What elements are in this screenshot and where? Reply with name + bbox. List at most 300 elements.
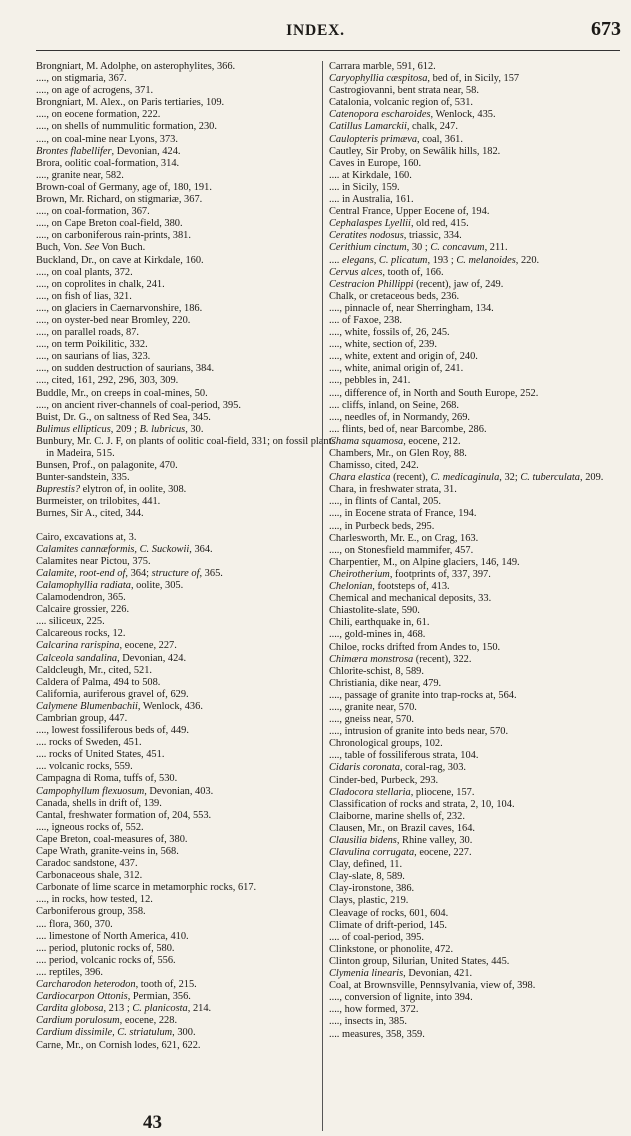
- entry-text: Buddle, Mr., on creeps in coal-mines, 50.: [36, 387, 208, 399]
- index-entry: [329, 279, 627, 291]
- index-entry: [36, 121, 336, 133]
- index-entry: [36, 761, 336, 773]
- entry-text: .... in Australia, 161.: [329, 194, 414, 206]
- entry-text: (recent), jaw of, 249.: [413, 278, 504, 290]
- entry-text: , Wenlock, 435.: [430, 109, 496, 121]
- entry-text: , triassic, 334.: [403, 230, 462, 242]
- index-entry: [36, 906, 336, 918]
- index-entry: [329, 170, 627, 182]
- index-entry: [329, 412, 627, 424]
- index-entry: [329, 811, 627, 823]
- entry-text: ...., on coal-formation, 367.: [36, 206, 150, 218]
- entry-text: ...., cited, 161, 292, 296, 303, 309.: [36, 375, 179, 387]
- index-entry: [329, 738, 627, 750]
- entry-text: ...., igneous rocks of, 552.: [36, 821, 144, 833]
- index-entry: [329, 654, 627, 666]
- entry-italic-text: Clymenia linearis: [329, 968, 404, 980]
- entry-text: Cairo, excavations at, 3.: [36, 531, 137, 543]
- entry-text: , chalk, 247.: [406, 121, 458, 133]
- entry-text: Cambrian group, 447.: [36, 712, 128, 724]
- entry-italic-text: Catenopora escharoides: [329, 109, 431, 121]
- entry-text: .... limestone of North America, 410.: [36, 930, 189, 942]
- entry-text: ...., insects in, 385.: [329, 1016, 407, 1028]
- entry-text: Chiastolite-slate, 590.: [329, 605, 420, 617]
- index-entry: [329, 1029, 627, 1041]
- index-entry: [329, 762, 627, 774]
- index-entry: [36, 73, 336, 85]
- entry-text: .... of coal-period, 395.: [329, 931, 424, 943]
- entry-text: ...., on Cape Breton coal-field, 380.: [36, 218, 183, 230]
- index-entry: [36, 1027, 336, 1039]
- index-entry: [36, 616, 336, 628]
- index-entry: [36, 508, 336, 520]
- entry-italic-text: Catillus Lamarckii: [329, 121, 407, 133]
- index-entry: [36, 1015, 336, 1027]
- entry-text: Clay, defined, 11.: [329, 859, 403, 871]
- entry-text: Calamodendron, 365.: [36, 592, 126, 604]
- entry-italic-text: Chara elastica: [329, 472, 391, 484]
- index-entry: [329, 424, 627, 436]
- entry-text: Cape Breton, coal-measures of, 380.: [36, 833, 188, 845]
- index-entry: [329, 97, 627, 109]
- index-entry: [329, 363, 627, 375]
- entry-text: , Devonian, 424.: [111, 145, 181, 157]
- entry-italic-text: Cardium dissimile, C. striatulum: [36, 1027, 173, 1039]
- entry-text: , 32;: [499, 472, 521, 484]
- index-entry: [36, 363, 336, 375]
- entry-text: ...., on fish of lias, 321.: [36, 290, 132, 302]
- entry-italic-text: Cidaris coronata: [329, 762, 400, 774]
- index-entry: [329, 702, 627, 714]
- index-entry: [329, 85, 627, 97]
- index-entry: [36, 568, 336, 580]
- index-entry: [36, 677, 336, 689]
- entry-italic-text: C. planicosta: [132, 1003, 188, 1015]
- index-entry: [36, 834, 336, 846]
- index-entry: [329, 666, 627, 678]
- index-entry: [329, 823, 627, 835]
- index-entry: [36, 798, 336, 810]
- entry-text: .... flora, 360, 370.: [36, 918, 113, 930]
- index-entry: [36, 279, 336, 291]
- entry-text: , Permian, 356.: [127, 991, 191, 1003]
- index-entry: [329, 436, 627, 448]
- index-entry: [36, 255, 336, 267]
- index-entry: [329, 182, 627, 194]
- index-entry: [329, 1016, 627, 1028]
- entry-italic-text: Brontes flabellifer: [36, 145, 112, 157]
- entry-text: Climate of drift-period, 145.: [329, 919, 448, 931]
- entry-text: , 193 ;: [427, 254, 457, 266]
- index-entry: [329, 472, 627, 484]
- entry-italic-text: Campophyllum flexuosum: [36, 785, 145, 797]
- entry-text: Charlesworth, Mr. E., on Crag, 163.: [329, 532, 479, 544]
- entry-text: Canada, shells in drift of, 139.: [36, 797, 162, 809]
- entry-italic-text: Carcharodon heterodon: [36, 979, 136, 991]
- index-entry: [329, 944, 627, 956]
- entry-text: Chamisso, cited, 242.: [329, 460, 419, 472]
- index-entry: [329, 533, 627, 545]
- index-entry: [36, 592, 336, 604]
- entry-text: ...., on coal-mine near Lyons, 373.: [36, 133, 178, 145]
- index-entry: [36, 931, 336, 943]
- entry-text: , eocene, 227.: [414, 847, 472, 859]
- entry-text: .... siliceux, 225.: [36, 616, 105, 628]
- index-entry: [329, 255, 627, 267]
- entry-text: , tooth of, 166.: [382, 266, 444, 278]
- index-entry: [329, 883, 627, 895]
- entry-text: elytron of, in oolite, 308.: [80, 484, 187, 496]
- entry-text: Cantal, freshwater formation of, 204, 553.: [36, 809, 212, 821]
- entry-text: .... in Sicily, 159.: [329, 181, 400, 193]
- entry-text: Brown-coal of Germany, age of, 180, 191.: [36, 181, 212, 193]
- entry-text: ...., gneiss near, 570.: [329, 714, 415, 726]
- index-entry: [329, 557, 627, 569]
- index-entry: [329, 629, 627, 641]
- index-entry: [329, 787, 627, 799]
- index-entry: [36, 327, 336, 339]
- index-entry: [36, 424, 336, 436]
- index-entry: [329, 956, 627, 968]
- entry-text: ...., on Stonesfield mammifer, 457.: [329, 544, 474, 556]
- entry-text: , 30 ;: [406, 242, 431, 254]
- index-entry: [329, 992, 627, 1004]
- entry-text: Bunbury, Mr. C. J. F, on plants of oolitic coal-field, 331; on fossil plants in Madeira, 515.: [36, 435, 336, 459]
- entry-text: ...., on parallel roads, 87.: [36, 327, 140, 339]
- entry-text: ...., granite near, 582.: [36, 169, 124, 181]
- index-entry: [329, 895, 627, 907]
- index-entry: [329, 484, 627, 496]
- entry-text: Brora, oolitic coal-formation, 314.: [36, 157, 180, 169]
- entry-text: Carboniferous group, 358.: [36, 906, 146, 918]
- index-entry: [329, 242, 627, 254]
- entry-text: Coal, at Brownsville, Pennsylvania, view of, 398.: [329, 980, 536, 992]
- entry-italic-text: Calamites cannæformis, C. Suckowii: [36, 543, 190, 555]
- entry-text: , 364;: [125, 567, 152, 579]
- entry-text: , 209.: [580, 472, 604, 484]
- index-entry: [36, 665, 336, 677]
- entry-italic-text: Cardita globosa: [36, 1003, 104, 1015]
- entry-text: Chemical and mechanical deposits, 33.: [329, 593, 492, 605]
- entry-text: ...., white, section of, 239.: [329, 339, 437, 351]
- index-entry: [36, 640, 336, 652]
- entry-text: ...., on coprolites in chalk, 241.: [36, 278, 165, 290]
- index-entry: [329, 642, 627, 654]
- index-entry: [36, 943, 336, 955]
- entry-text: ...., in rocks, how tested, 12.: [36, 894, 153, 906]
- entry-text: Buch, Von.: [36, 242, 85, 254]
- entry-text: Brongniart, M. Alex., on Paris tertiaries, 109.: [36, 97, 225, 109]
- entry-italic-text: Cheirotherium: [329, 568, 390, 580]
- index-entry: [36, 170, 336, 182]
- entry-text: ...., pinnacle of, near Sherringham, 134.: [329, 302, 494, 314]
- index-entry: [329, 375, 627, 387]
- entry-italic-text: elegans, C. plicatum: [342, 254, 428, 266]
- index-entry: [36, 653, 336, 665]
- entry-italic-text: Chelonian: [329, 581, 373, 593]
- entry-text: ...., white, fossils of, 26, 245.: [329, 327, 450, 339]
- entry-text: Caradoc sandstone, 437.: [36, 858, 138, 870]
- index-entry: [329, 569, 627, 581]
- index-entry: [36, 532, 336, 544]
- entry-text: Claiborne, marine shells of, 232.: [329, 810, 465, 822]
- entry-text: , oolite, 305.: [130, 579, 184, 591]
- index-entry: [36, 194, 336, 206]
- entry-text: Charpentier, M., on Alpine glaciers, 146, 149.: [329, 556, 520, 568]
- entry-italic-text: Calcarina rarispina: [36, 640, 120, 652]
- entry-text: .... flints, bed of, near Barcombe, 286.: [329, 423, 487, 435]
- entry-text: , footprints of, 337, 397.: [389, 568, 491, 580]
- column-divider: [322, 61, 323, 1131]
- entry-text: Buist, Dr. G., on saltness of Red Sea, 345.: [36, 411, 211, 423]
- index-entry: [329, 968, 627, 980]
- entry-italic-text: Chimæra monstrosa: [329, 653, 414, 665]
- index-entry: [36, 773, 336, 785]
- entry-text: , 300.: [172, 1027, 196, 1039]
- index-entry: [329, 678, 627, 690]
- index-entry: [36, 580, 336, 592]
- entry-text: ...., intrusion of granite into beds near, 570.: [329, 726, 509, 738]
- index-entry: [36, 919, 336, 931]
- entry-text: (recent),: [390, 472, 431, 484]
- entry-italic-text: structure of: [151, 567, 200, 579]
- index-entry: [36, 894, 336, 906]
- entry-text: ...., white, animal origin of, 241.: [329, 363, 464, 375]
- entry-italic-text: Cervus alces: [329, 266, 383, 278]
- entry-text: Chara, in freshwater strata, 31.: [329, 484, 457, 496]
- index-entry: [329, 775, 627, 787]
- index-entry: [36, 134, 336, 146]
- entry-text: , eocene, 227.: [119, 640, 177, 652]
- entry-text: , 364.: [189, 543, 213, 555]
- entry-text: Chlorite-schist, 8, 589.: [329, 665, 424, 677]
- entry-text: , tooth of, 215.: [135, 979, 197, 991]
- entry-text: , 214.: [187, 1003, 212, 1015]
- index-entry: [329, 617, 627, 629]
- entry-text: Calcaire grossier, 226.: [36, 604, 130, 616]
- entry-text: (recent), 322.: [413, 653, 472, 665]
- index-entry: [36, 991, 336, 1003]
- running-title: INDEX.: [286, 22, 345, 39]
- index-entry: [36, 882, 336, 894]
- entry-text: ...., in Purbeck beds, 295.: [329, 520, 435, 532]
- index-entry: [329, 799, 627, 811]
- entry-italic-text: C. tuberculata: [520, 472, 580, 484]
- index-entry: [36, 689, 336, 701]
- index-entry: [36, 846, 336, 858]
- entry-text: , 220.: [515, 254, 540, 266]
- entry-text: .... of Faxoe, 238.: [329, 314, 403, 326]
- index-entry: [36, 749, 336, 761]
- entry-italic-text: Calceola sandalina: [36, 652, 118, 664]
- index-entry: [329, 835, 627, 847]
- entry-text: Bunter-sandstein, 335.: [36, 472, 130, 484]
- entry-text: , old red, 415.: [410, 218, 469, 230]
- index-entry: [329, 496, 627, 508]
- index-entry: [36, 85, 336, 97]
- entry-text: ...., on stigmaria, 367.: [36, 73, 127, 85]
- index-entry: [329, 158, 627, 170]
- entry-text: , coal, 361.: [417, 133, 463, 145]
- index-entry: [329, 134, 627, 146]
- index-entry: [36, 786, 336, 798]
- index-entry: [36, 109, 336, 121]
- entry-text: , coral-rag, 303.: [399, 762, 466, 774]
- entry-text: Clausen, Mr., on Brazil caves, 164.: [329, 822, 476, 834]
- index-entry: [329, 690, 627, 702]
- entry-italic-text: C. melanoides: [456, 254, 516, 266]
- index-entry: [329, 908, 627, 920]
- entry-text: Clinkstone, or phonolite, 472.: [329, 943, 454, 955]
- entry-text: Carbonaceous shale, 312.: [36, 870, 143, 882]
- entry-text: ...., difference of, in North and South Europe, 252.: [329, 387, 539, 399]
- index-entry: [36, 291, 336, 303]
- entry-text: ...., on ancient river-channels of coal-period, 395.: [36, 399, 241, 411]
- index-entry: [329, 448, 627, 460]
- index-entry: [36, 158, 336, 170]
- entry-text: Chronological groups, 102.: [329, 738, 443, 750]
- entry-text: , Devonian, 424.: [117, 652, 187, 664]
- entry-italic-text: C. concavum: [430, 242, 485, 254]
- index-entry: [36, 460, 336, 472]
- index-entry: [36, 412, 336, 424]
- index-entry: [329, 714, 627, 726]
- index-entry: [36, 955, 336, 967]
- entry-text: Chiloe, rocks drifted from Andes to, 150.: [329, 641, 501, 653]
- index-entry: [36, 388, 336, 400]
- index-entry: [329, 750, 627, 762]
- index-entry: [36, 1003, 336, 1015]
- entry-text: Campagna di Roma, tuffs of, 530.: [36, 773, 178, 785]
- index-entry: [36, 858, 336, 870]
- index-entry: [36, 375, 336, 387]
- index-entry: [329, 593, 627, 605]
- entry-italic-text: Calamite, root-end of: [36, 567, 126, 579]
- index-entry: [329, 351, 627, 363]
- index-entry: [36, 979, 336, 991]
- page-number: 673: [591, 18, 621, 40]
- index-entry: [36, 242, 336, 254]
- index-entry: [36, 484, 336, 496]
- index-entry: [36, 496, 336, 508]
- entry-text: Von Buch.: [99, 242, 146, 254]
- index-entry: [329, 545, 627, 557]
- entry-italic-text: Cephalaspes Lyellii: [329, 218, 411, 230]
- entry-text: , 365.: [199, 567, 223, 579]
- entry-text: .... rocks of Sweden, 451.: [36, 737, 142, 749]
- index-entry: [329, 859, 627, 871]
- entry-text: , bed of, in Sicily, 157: [427, 73, 520, 85]
- index-entry: [329, 1004, 627, 1016]
- entry-text: Clinton group, Silurian, United States, 445.: [329, 955, 510, 967]
- entry-text: ....: [329, 254, 342, 266]
- index-entry: [36, 303, 336, 315]
- entry-italic-text: Buprestis?: [36, 484, 81, 496]
- entry-text: ...., conversion of lignite, into 394.: [329, 992, 473, 1004]
- entry-text: , Devonian, 421.: [403, 968, 473, 980]
- index-entry: [329, 400, 627, 412]
- index-entry: [329, 291, 627, 303]
- index-entry: [36, 556, 336, 568]
- index-entry: [329, 121, 627, 133]
- index-entry: [36, 701, 336, 713]
- entry-text: .... reptiles, 396.: [36, 966, 103, 978]
- entry-text: ...., on coal plants, 372.: [36, 266, 133, 278]
- entry-text: ...., needles of, in Normandy, 269.: [329, 411, 471, 423]
- entry-text: , 209 ;: [110, 423, 140, 435]
- entry-text: ...., in flints of Cantal, 205.: [329, 496, 441, 508]
- entry-text: Burnes, Sir A., cited, 344.: [36, 508, 144, 520]
- entry-text: ...., on carboniferous rain-prints, 381.: [36, 230, 191, 242]
- entry-text: Cinder-bed, Purbeck, 293.: [329, 774, 439, 786]
- entry-text: , eocene, 212.: [403, 435, 461, 447]
- entry-italic-text: Ceratites nodosus: [329, 230, 404, 242]
- entry-italic-text: Chama squamosa: [329, 435, 404, 447]
- index-entry: [329, 581, 627, 593]
- index-entry: [329, 267, 627, 279]
- index-entry: [329, 146, 627, 158]
- page-header: [0, 18, 631, 48]
- index-entry: [329, 920, 627, 932]
- index-entry: [36, 315, 336, 327]
- entry-text: ...., gold-mines in, 468.: [329, 629, 426, 641]
- index-entry: [329, 871, 627, 883]
- index-entry: [329, 847, 627, 859]
- index-entry: [36, 628, 336, 640]
- entry-text: Calcareous rocks, 12.: [36, 628, 126, 640]
- entry-text: ...., pebbles in, 241.: [329, 375, 411, 387]
- entry-text: , pliocene, 157.: [410, 786, 475, 798]
- entry-italic-text: B. lubricus: [139, 423, 186, 435]
- entry-text: ...., on eocene formation, 222.: [36, 109, 161, 121]
- entry-italic-text: Calamophyllia radiata: [36, 579, 131, 591]
- entry-text: .... period, volcanic rocks of, 556.: [36, 954, 176, 966]
- entry-text: Calamites near Pictou, 375.: [36, 555, 151, 567]
- index-entry: [329, 508, 627, 520]
- index-entry: [329, 327, 627, 339]
- entry-text: .... rocks of United States, 451.: [36, 749, 165, 761]
- index-entry: [36, 267, 336, 279]
- signature-mark: 43: [143, 1112, 162, 1133]
- entry-text: , 30.: [185, 423, 204, 435]
- entry-text: , Rhine valley, 30.: [396, 835, 473, 846]
- index-entry: [329, 339, 627, 351]
- index-entry: [329, 218, 627, 230]
- index-entry: [36, 472, 336, 484]
- index-entry: [329, 109, 627, 121]
- entry-text: California, auriferous gravel of, 629.: [36, 688, 189, 700]
- entry-text: Cleavage of rocks, 601, 604.: [329, 907, 449, 919]
- entry-text: Carbonate of lime scarce in metamorphic rocks, 617.: [36, 882, 257, 894]
- entry-text: ...., on shells of nummulitic formation, 230.: [36, 121, 217, 133]
- entry-text: ...., how formed, 372.: [329, 1004, 419, 1016]
- index-entry: [36, 737, 336, 749]
- entry-text: Central France, Upper Eocene of, 194.: [329, 206, 490, 218]
- entry-text: ...., on oyster-bed near Bromley, 220.: [36, 314, 191, 326]
- entry-italic-text: Clausilia bidens: [329, 835, 397, 846]
- entry-text: Caves in Europe, 160.: [329, 157, 422, 169]
- index-entry: [36, 61, 336, 73]
- entry-italic-text: Cardiocarpon Ottonis: [36, 991, 128, 1003]
- index-entry: [329, 61, 627, 73]
- entry-text: .... cliffs, inland, on Seine, 268.: [329, 399, 459, 411]
- header-rule: [36, 50, 620, 51]
- entry-text: .... volcanic rocks, 559.: [36, 761, 133, 773]
- entry-text: ...., lowest fossiliferous beds of, 449.: [36, 725, 189, 737]
- index-entry: [36, 97, 336, 109]
- entry-text: .... measures, 358, 359.: [329, 1028, 425, 1040]
- entry-text: Cape Wrath, granite-veins in, 568.: [36, 846, 179, 857]
